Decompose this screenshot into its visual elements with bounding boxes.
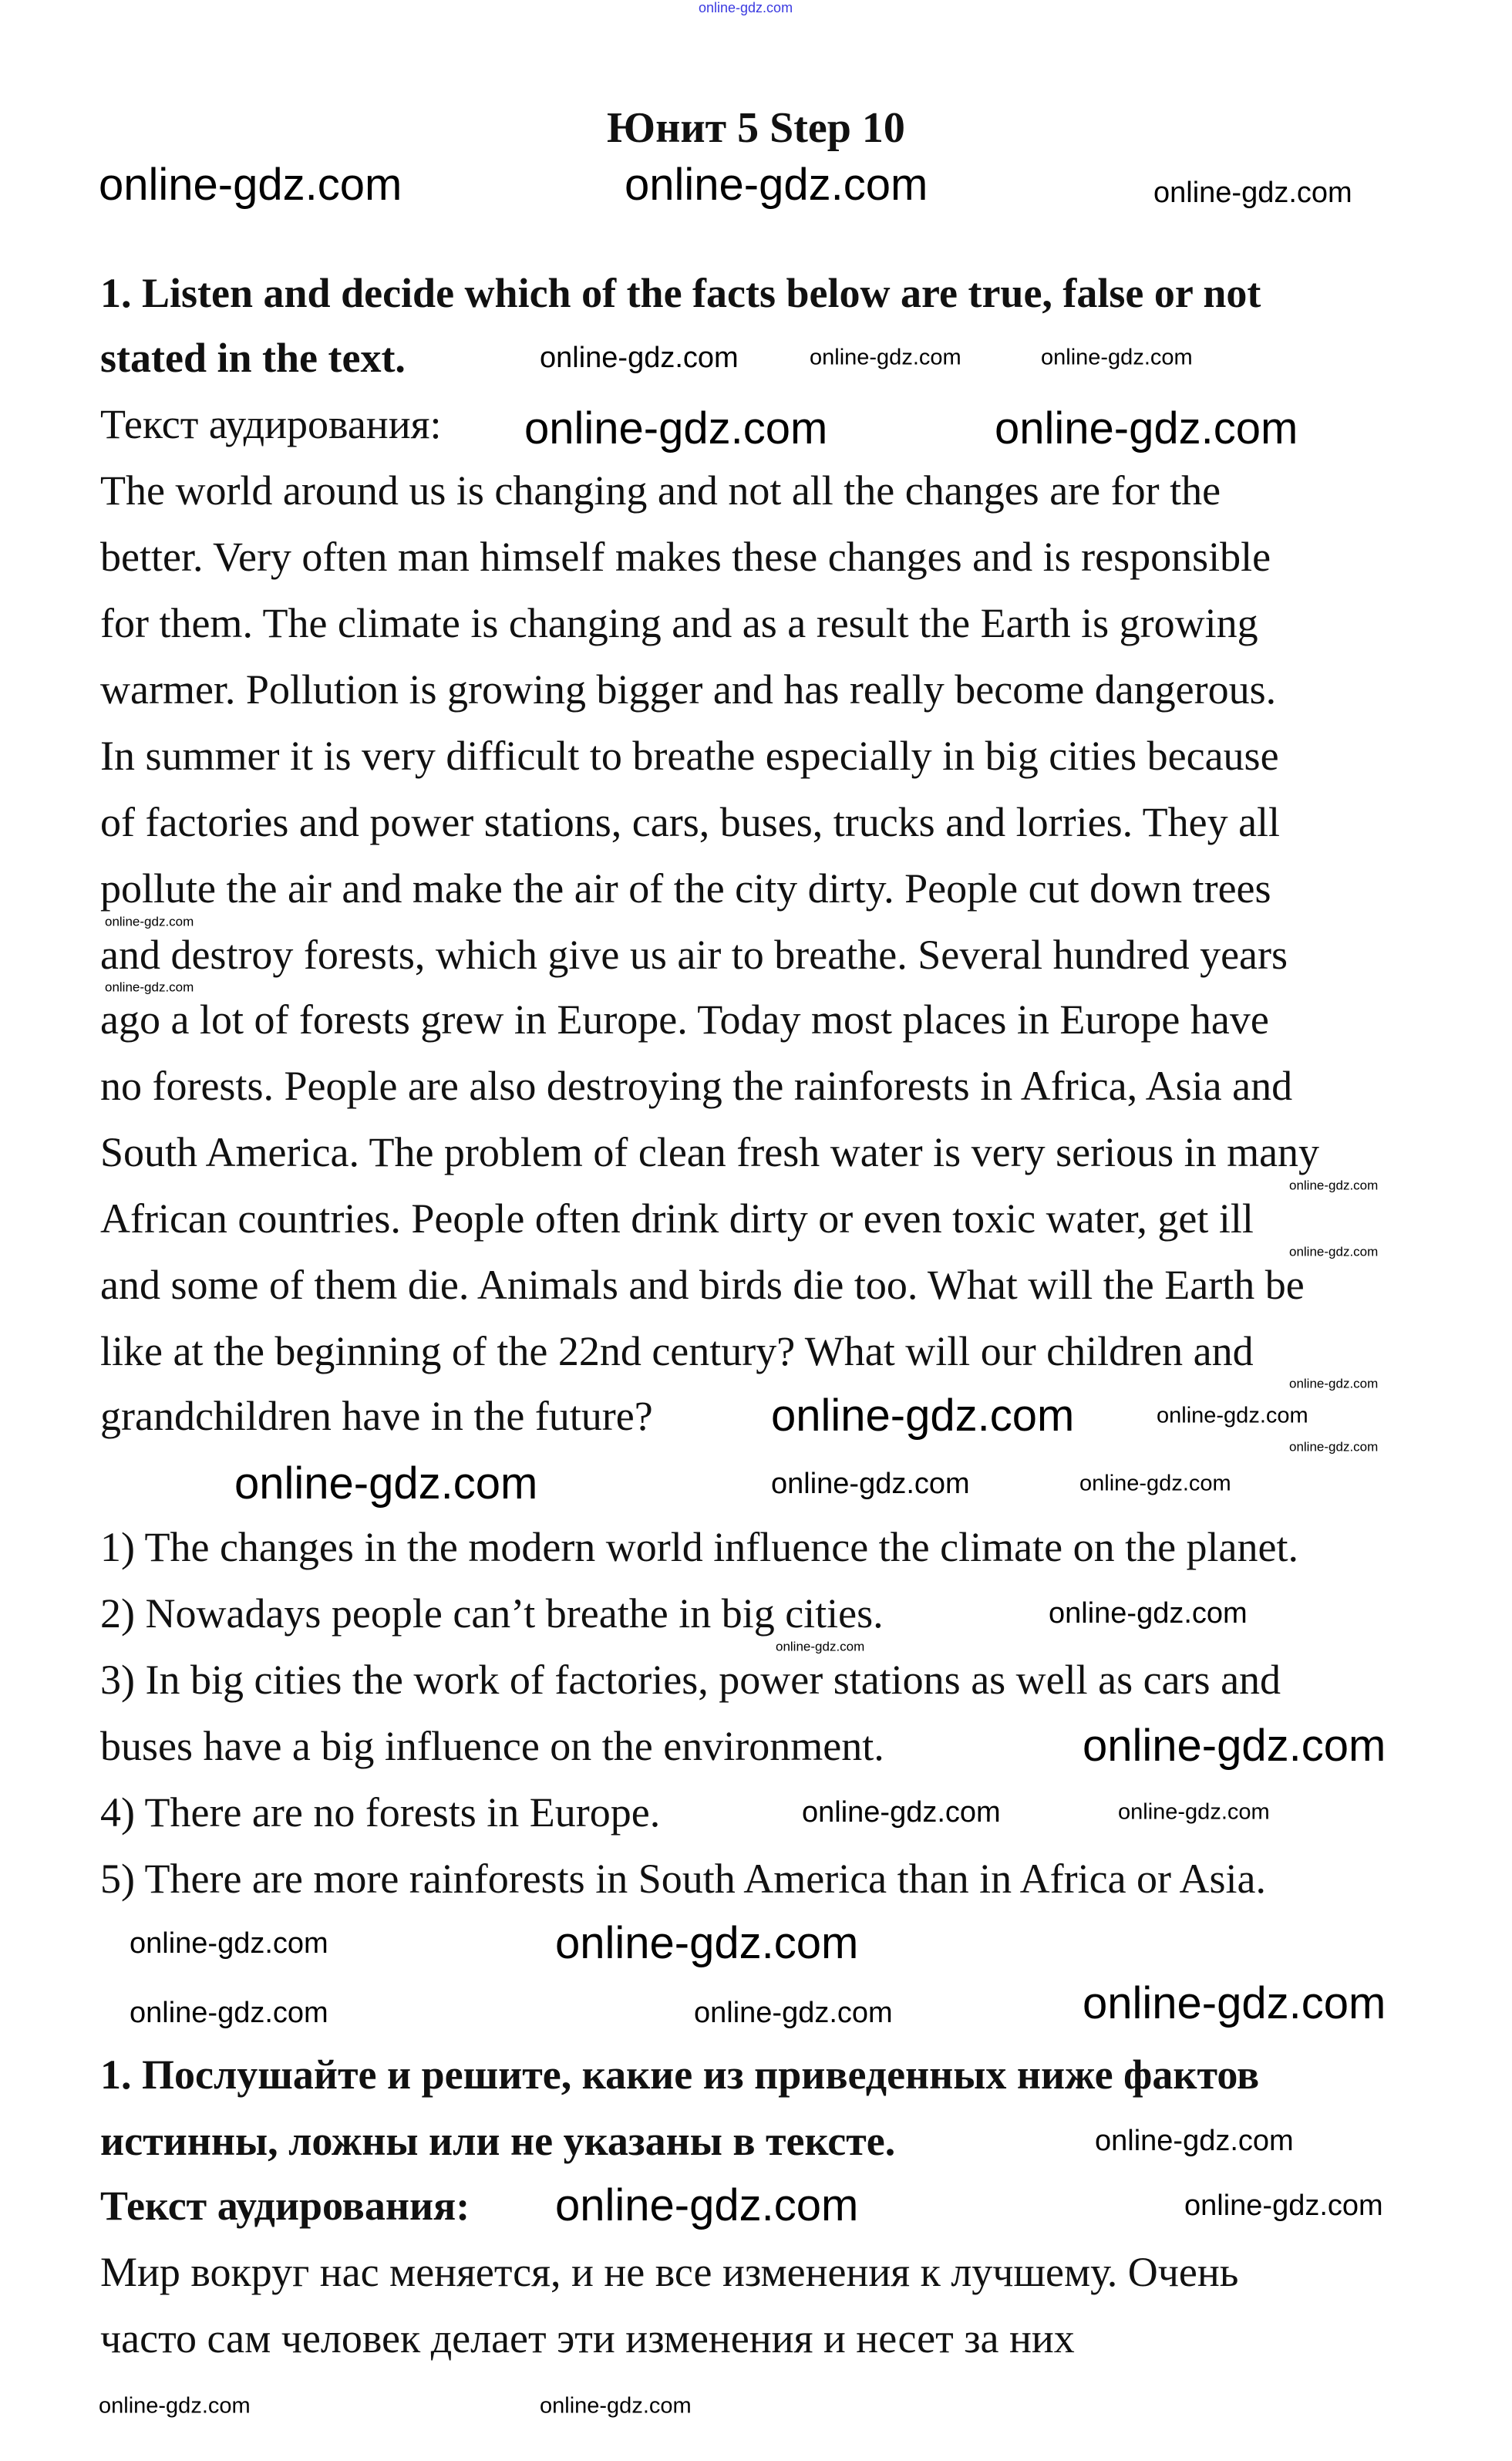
watermark: online-gdz.com <box>130 1927 328 1960</box>
transcript-line: pollute the air and make the air of the city dirty. People cut down trees <box>100 865 1271 912</box>
page-title: Юнит 5 Step 10 <box>607 104 905 152</box>
transcript-line: of factories and power stations, cars, buses, trucks and lorries. They all <box>100 799 1281 845</box>
watermark: online-gdz.com <box>1157 1403 1308 1428</box>
transcript-line: In summer it is very difficult to breathe especially in big cities because <box>100 733 1279 779</box>
watermark: online-gdz.com <box>1184 2190 1383 2222</box>
task-heading-line-ru: истинны, ложны или не указаны в тексте. <box>100 2118 896 2164</box>
watermark: online-gdz.com <box>625 160 928 210</box>
watermark: online-gdz.com <box>555 2180 859 2230</box>
watermark: online-gdz.com <box>540 342 739 374</box>
watermark: online-gdz.com <box>1118 1799 1270 1825</box>
statement-line: 5) There are more rainforests in South America than in Africa or Asia. <box>100 1856 1267 1902</box>
transcript-line: ago a lot of forests grew in Europe. Today most places in Europe have <box>100 996 1269 1043</box>
transcript-line: and some of them die. Animals and birds die too. What will the Earth be <box>100 1262 1305 1308</box>
transcript-label: Текст аудирования: <box>100 401 442 447</box>
transcript-line: The world around us is changing and not all the changes are for the <box>100 467 1221 514</box>
statement-line: 2) Nowadays people can’t breathe in big cities. <box>100 1590 884 1637</box>
watermark: online-gdz.com <box>105 979 194 995</box>
watermark: online-gdz.com <box>1095 2125 1294 2157</box>
transcript-line: for them. The climate is changing and as a result the Earth is growing <box>100 600 1258 646</box>
watermark: online-gdz.com <box>1041 345 1193 370</box>
watermark: online-gdz.com <box>776 1639 865 1654</box>
transcript-line: warmer. Pollution is growing bigger and has really become dangerous. <box>100 666 1277 713</box>
transcript-line-ru: Мир вокруг нас меняется, и не все изменения к лучшему. Очень <box>100 2249 1239 2295</box>
watermark: online-gdz.com <box>555 1918 859 1968</box>
watermark: online-gdz.com <box>1289 1178 1379 1193</box>
watermark: online-gdz.com <box>130 1997 328 2029</box>
watermark: online-gdz.com <box>1289 1439 1379 1455</box>
watermark: online-gdz.com <box>234 1458 538 1509</box>
statement-line: 3) In big cities the work of factories, power stations as well as cars and <box>100 1657 1281 1703</box>
statement-line: 4) There are no forests in Europe. <box>100 1789 661 1836</box>
watermark: online-gdz.com <box>1289 1244 1379 1259</box>
watermark: online-gdz.com <box>99 160 402 210</box>
transcript-line: better. Very often man himself makes these changes and is responsible <box>100 534 1271 580</box>
watermark: online-gdz.com <box>699 0 793 15</box>
watermark: online-gdz.com <box>1289 1376 1379 1391</box>
task-heading-line: stated in the text. <box>100 335 406 381</box>
watermark: online-gdz.com <box>810 345 961 370</box>
transcript-label-ru: Текст аудирования: <box>100 2183 470 2229</box>
statement-line: 1) The changes in the modern world influence the climate on the planet. <box>100 1524 1298 1570</box>
watermark: online-gdz.com <box>1083 1721 1386 1771</box>
task-heading-line-ru: 1. Послушайте и решите, какие из приведенных ниже фактов <box>100 2051 1260 2098</box>
transcript-line: and destroy forests, which give us air to breathe. Several hundred years <box>100 932 1288 978</box>
watermark: online-gdz.com <box>1153 177 1352 209</box>
transcript-line: no forests. People are also destroying the rainforests in Africa, Asia and <box>100 1063 1293 1109</box>
watermark: online-gdz.com <box>1049 1597 1248 1630</box>
watermark: online-gdz.com <box>771 1391 1075 1441</box>
watermark: online-gdz.com <box>524 403 828 453</box>
transcript-line: like at the beginning of the 22nd century? What will our children and <box>100 1328 1254 1374</box>
watermark: online-gdz.com <box>802 1796 1001 1829</box>
watermark: online-gdz.com <box>694 1997 893 2029</box>
watermark: online-gdz.com <box>995 403 1298 453</box>
transcript-line: South America. The problem of clean fresh water is very serious in many <box>100 1129 1320 1175</box>
watermark: online-gdz.com <box>105 914 194 929</box>
watermark: online-gdz.com <box>540 2393 692 2419</box>
task-heading-line: 1. Listen and decide which of the facts below are true, false or not <box>100 270 1261 316</box>
watermark: online-gdz.com <box>1079 1471 1231 1496</box>
transcript-line: grandchildren have in the future? <box>100 1393 653 1439</box>
watermark: online-gdz.com <box>1083 1978 1386 2028</box>
transcript-line-ru: часто сам человек делает эти изменения и несет за них <box>100 2315 1075 2362</box>
watermark: online-gdz.com <box>771 1468 970 1500</box>
transcript-line: African countries. People often drink dirty or even toxic water, get ill <box>100 1195 1254 1242</box>
statement-line: buses have a big influence on the environment. <box>100 1723 884 1769</box>
watermark: online-gdz.com <box>99 2393 251 2419</box>
